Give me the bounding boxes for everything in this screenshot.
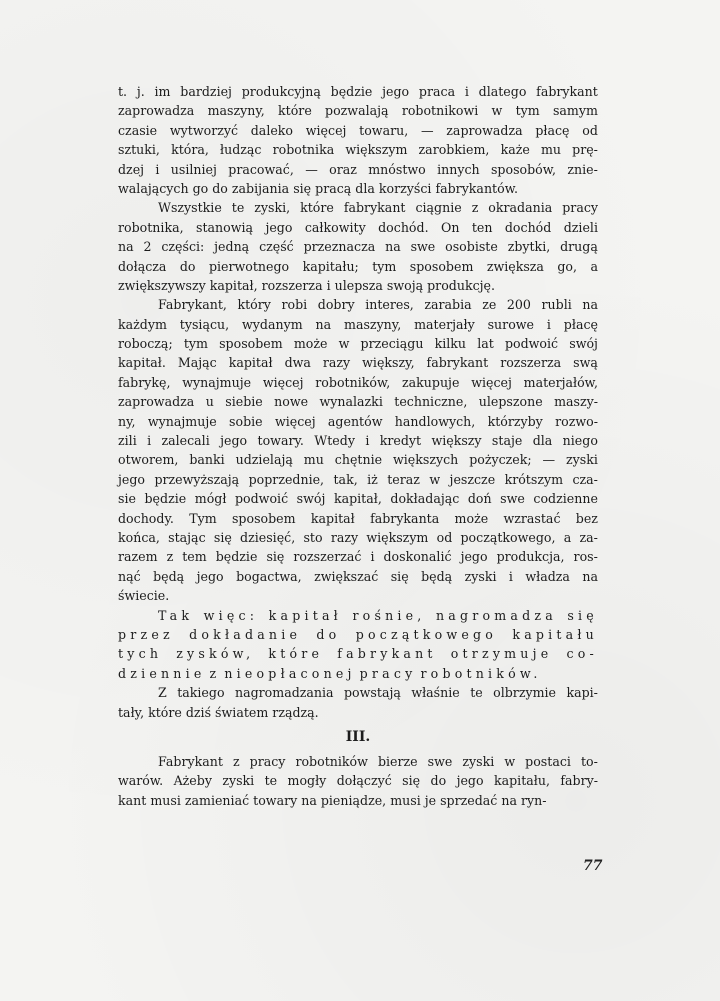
text-line: robotnika, stanowią jego całkowity dochód. On ten dochód dzieli [118,219,598,235]
text-line: roboczą; tym sposobem może w przeciągu kilku lat podwoić swój [118,336,598,352]
text-line: tały, które dziś światem rządzą. [118,704,319,720]
text-line: sztuki, która, łudząc robotnika większym zarobkiem, każe mu prę- [118,142,598,158]
text-line: przez dokładanie do początkowego kapitału [118,626,598,642]
paragraph [118,606,598,684]
text-line: Fabrykant z pracy robotników bierze swe zyski w postaci to- [158,753,598,769]
text-line: warów. Ażeby zyski te mogły dołączyć się do jego kapitału, fabry- [118,773,598,789]
text-line: Tak więc: kapitał rośnie, nagromadza się [158,607,598,623]
text-line: tych zysków, które fabrykant otrzymuje co- [118,646,598,662]
text-line: zaprowadza u siebie nowe wynalazki techniczne, ulepszone maszy- [118,394,598,410]
text-line: jego przewyższają poprzednie, tak, iż teraz w jeszcze krótszym cza- [118,471,598,487]
page-body-text [118,82,598,810]
paragraph [118,752,598,810]
text-line: zaprowadza maszyny, które pozwalają robotnikowi w tym samym [118,103,598,119]
paragraph [118,198,598,295]
text-line: zili i zalecali jego towary. Wtedy i kredyt większy staje dla niego [118,433,598,449]
page-number: 77 [583,858,603,874]
text-line: dzej i usilniej pracować, — oraz mnóstwo innych sposobów, znie- [118,161,598,177]
text-line: końca, stając się dziesięć, sto razy większym od początkowego, a za- [118,529,598,545]
paragraph [118,82,598,198]
text-line: dziennie z nieopłaconej pracy robotników. [118,665,542,681]
paragraph [118,295,598,605]
text-line: ny, wynajmuje sobie więcej agentów handlowych, którzyby rozwo- [118,413,598,429]
text-line: kapitał. Mając kapitał dwa razy większy, fabrykant rozszerza swą [118,355,598,371]
text-line: każdym tysiącu, wydanym na maszyny, materjały surowe i płacę [118,316,598,332]
text-line: walających go do zabijania się pracą dla korzyści fabrykantów. [118,180,518,196]
text-line: sie będzie mógł podwoić swój kapitał, dokładając doń swe codzienne [118,491,598,507]
section-heading: III. [345,728,371,745]
text-line: dochody. Tym sposobem kapitał fabrykanta może wzrastać bez [118,510,598,526]
text-line: Z takiego nagromadzania powstają właśnie te olbrzymie kapi- [158,685,598,701]
text-line: zwiększywszy kapitał, rozszerza i ulepsza swoją produkcję. [118,277,496,293]
text-line: nąć będą jego bogactwa, zwiększać się będą zyski i władza na [118,568,598,584]
text-line: czasie wytworzyć daleko więcej towaru, — zaprowadza płacę od [118,122,598,138]
text-line: dołącza do pierwotnego kapitału; tym sposobem zwiększa go, a [118,258,598,274]
text-line: na 2 części: jedną część przeznacza na swe osobiste zbytki, drugą [118,239,598,255]
text-line: Wszystkie te zyski, które fabrykant ciągnie z okradania pracy [158,200,598,216]
paragraph [118,683,598,722]
text-line: t. j. im bardziej produkcyjną będzie jego praca i dlatego fabrykant [118,84,598,99]
text-line: otworem, banki udzielają mu chętnie większych pożyczek; — zyski [118,452,598,468]
text-line: kant musi zamieniać towary na pieniądze, musi je sprzedać na ryn- [118,792,547,808]
text-line: Fabrykant, który robi dobry interes, zarabia ze 200 rubli na [158,297,598,313]
text-line: fabrykę, wynajmuje więcej robotników, zakupuje więcej materjałów, [118,374,598,390]
text-line: razem z tem będzie się rozszerzać i doskonalić jego produkcja, ros- [118,549,598,565]
text-line: świecie. [118,588,170,604]
